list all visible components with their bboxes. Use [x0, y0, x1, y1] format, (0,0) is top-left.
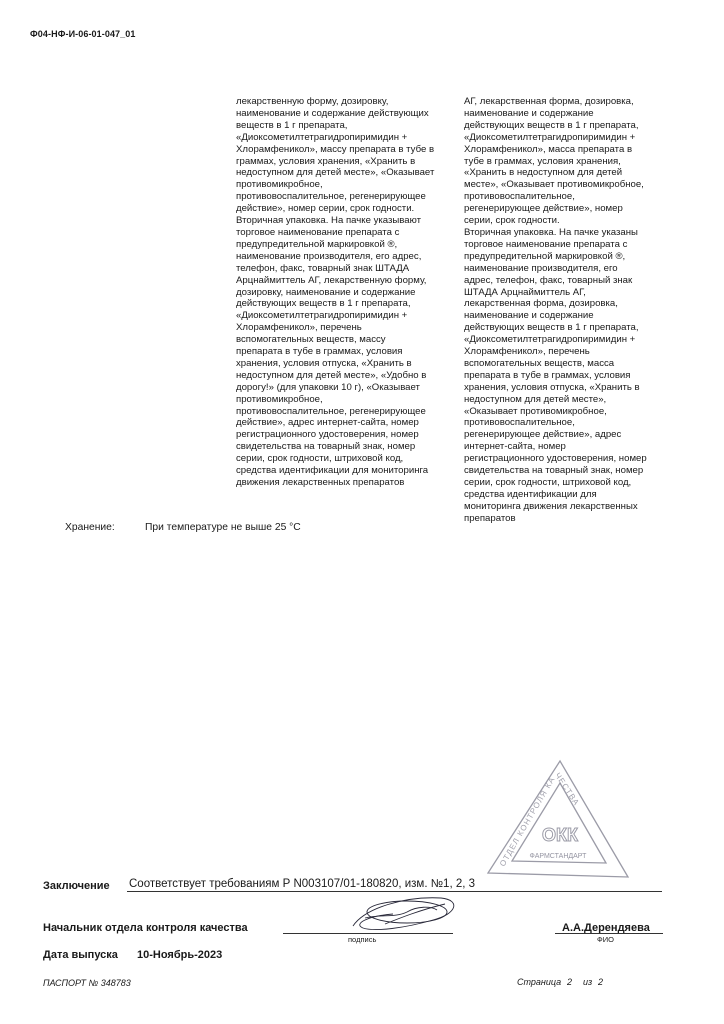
quality-control-stamp — [482, 755, 632, 885]
issue-date-value: 10-Ноябрь-2023 — [137, 949, 223, 961]
issue-date-label: Дата выпуска — [43, 949, 118, 961]
qc-head-name: А.А.Дерендяева — [562, 922, 650, 934]
document-code: Ф04-НФ-И-06-01-047_01 — [30, 29, 136, 39]
signature-line — [283, 933, 453, 934]
page-total: 2 — [598, 977, 604, 987]
stamp-company-text: ФАРМСТАНДАРТ — [529, 853, 587, 860]
conclusion-value: Соответствует требованиям Р N003107/01-180820, изм. №1, 2, 3 — [129, 878, 476, 890]
name-line — [555, 933, 663, 934]
packaging-text-left-column: лекарственную форму, дозировку, наименование и содержание действующих веществ в 1 г препарата, «Диоксометилтетрагидропиримидин + Хлорамфеникол», массу препарата в тубе в граммах, условия хранения, «Хранить в недоступном для детей месте», «Оказывает противомикробное, противовоспалительное, регенерирующее действие», номер серии, срок годности. Вторичная упаковка. На пачке указывают торговое наименование препарата с предупредительной маркировкой ®, наименование производителя, его адрес, телефон, факс, товарный знак ШТАДА Арцнаймиттель АГ, лекарственную форму, дозировку, наименование и содержание действующих веществ в 1 г препарата, «Диоксометилтетрагидропиримидин + Хлорамфеникол», перечень вспомогательных веществ, массу препарата в тубе в граммах, условия хранения, условия отпуска, «Хранить в недоступном для детей месте», «Удобно в дорогу!» (для упаковки 10 г), «Оказывает противомикробное, противовоспалительное, регенерирующее действие», адрес интернет-сайта, номер регистрационного удостоверения, номер свидетельства на товарный знак, номер серии, срок годности, штриховой код, средства идентификации для мониторинга движения лекарственных препаратов — [236, 96, 435, 488]
page-label: Страница — [517, 977, 562, 987]
page-of-label: из — [583, 977, 593, 987]
name-caption: ФИО — [597, 935, 614, 944]
stamp-ring-text: ОТДЕЛ КОНТРОЛЯ КАЧЕСТВА — [497, 771, 582, 869]
conclusion-label: Заключение — [43, 880, 110, 892]
packaging-text-right-column: АГ, лекарственная форма, дозировка, наименование и содержание действующих веществ в 1 г препарата, «Диоксометилтетрагидропиримидин + Хлорамфеникол», масса препарата в тубе в граммах, условия хранения, «Хранить в недоступном для детей месте», «Оказывает противомикробное, противовоспалительное, регенерирующее действие», номер серии, срок годности. Вторичная упаковка. На пачке указаны торговое наименование препарата с предупредительной маркировкой ®, наименование производителя, его адрес, телефон, факс, товарный знак ШТАДА Арцнаймиттель АГ, лекарственная форма, дозировка, наименование и содержание действующих веществ в 1 г препарата, «Диоксометилтетрагидропиримидин + Хлорамфеникол», перечень вспомогательных веществ, масса препарата в тубе в граммах, условия хранения, условия отпуска, «Хранить в недоступном для детей месте», «Оказывает противомикробное, противовоспалительное, регенерирующее действие», адрес интернет-сайта, номер регистрационного удостоверения, номер свидетельства на товарный знак, номер серии, срок годности, штриховой код, средства идентификации для мониторинга движения лекарственных препаратов — [464, 96, 647, 524]
page-number: 2 — [567, 977, 573, 987]
head-of-qc-label: Начальник отдела контроля качества — [43, 922, 248, 934]
storage-label: Хранение: — [65, 522, 115, 533]
stamp-center-text: ОКК — [542, 825, 578, 845]
signature-caption: подпись — [348, 935, 377, 944]
passport-number: ПАСПОРТ № 348783 — [43, 978, 131, 988]
storage-value: При температуре не выше 25 °С — [145, 522, 301, 533]
